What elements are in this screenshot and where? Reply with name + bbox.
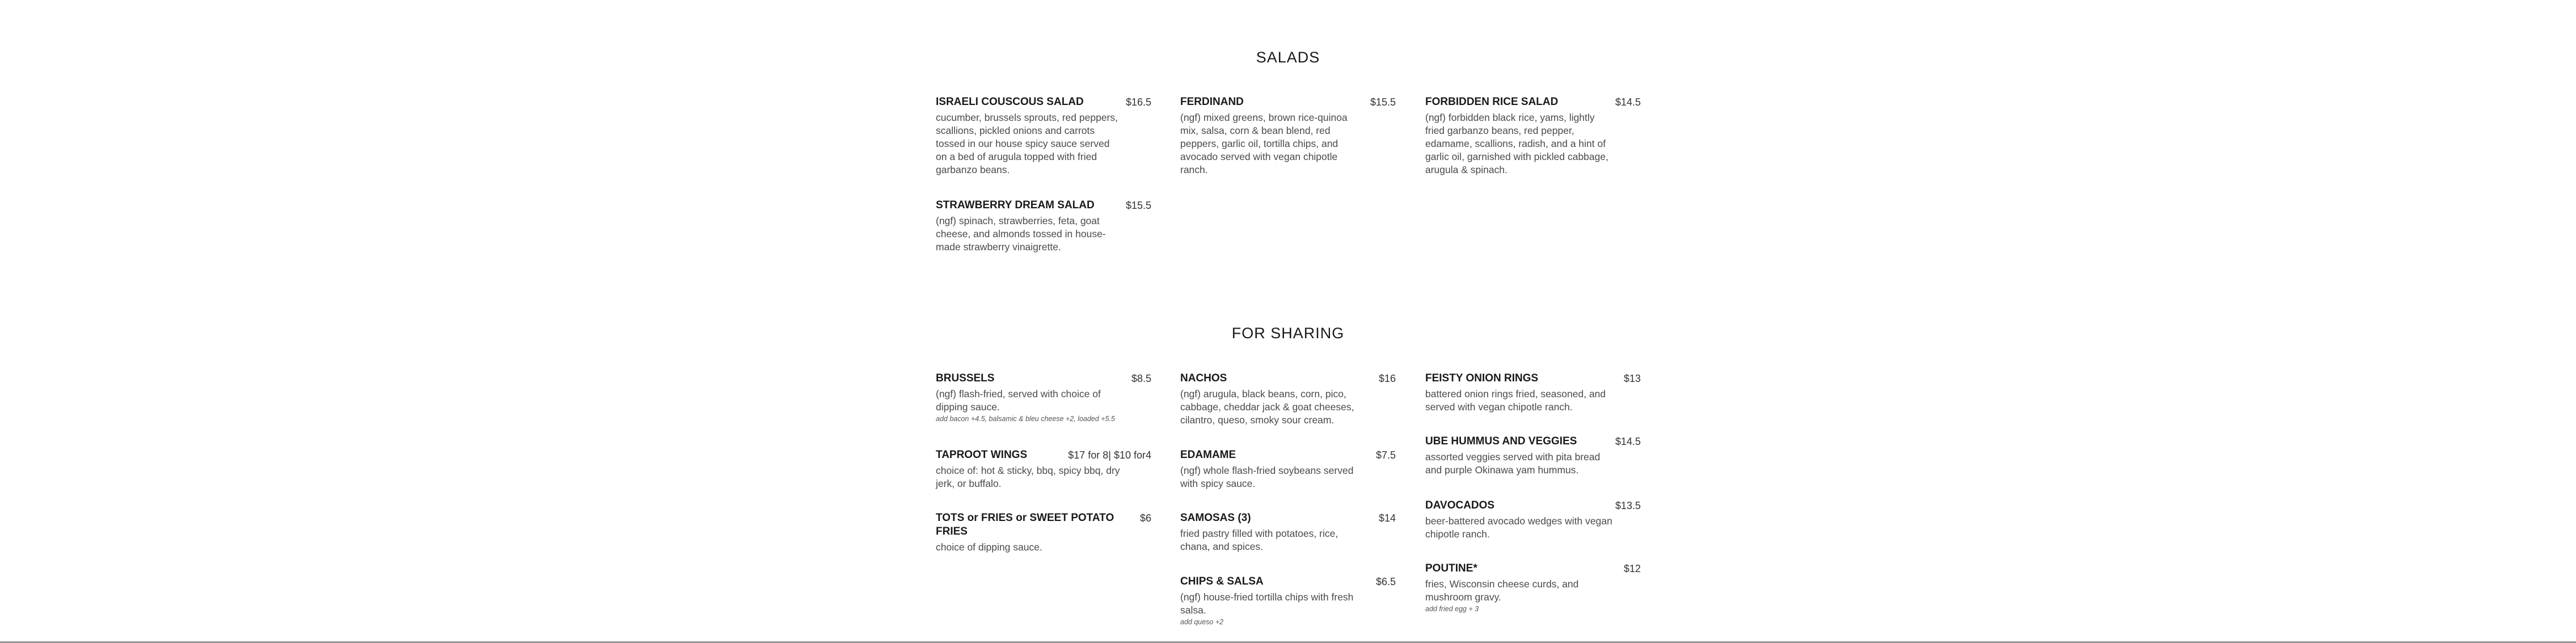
menu-item-ube-hummus [1425, 435, 1641, 477]
menu-item-israeli-couscous-salad [936, 95, 1151, 176]
item-name: BRUSSELS [936, 372, 995, 384]
item-description: fried pastry filled with potatoes, rice, chana, and spices. [1180, 528, 1338, 552]
item-name: TAPROOT WINGS [936, 449, 1028, 461]
menu-item-tots-fries [936, 511, 1151, 554]
item-price: $14.5 [1615, 436, 1641, 447]
item-price: $14.5 [1615, 96, 1641, 108]
menu-item-davocados [1425, 499, 1641, 541]
item-price: $7.5 [1375, 449, 1396, 461]
item-price: $6 [1139, 512, 1151, 524]
item-description: beer-battered avocado wedges with vegan chipotle ranch. [1425, 515, 1612, 540]
item-description: (ngf) flash-fried, served with choice of dipping sauce. [936, 388, 1101, 413]
menu-item-edamame [1180, 448, 1396, 490]
menu-item-poutine [1425, 562, 1641, 614]
section-title-for-sharing: FOR SHARING [1231, 325, 1345, 342]
item-description: fries, Wisconsin cheese curds, and mushroom gravy. [1425, 578, 1579, 603]
item-price: $12 [1623, 563, 1641, 574]
item-price: $15.5 [1370, 96, 1396, 108]
item-price: $14 [1378, 512, 1396, 524]
item-price: $15.5 [1125, 200, 1151, 211]
item-price: $17 for 8| $10 for4 [1068, 449, 1151, 461]
item-note: add fried egg + 3 [1425, 605, 1479, 613]
menu-item-forbidden-rice-salad [1425, 95, 1641, 176]
item-name: FERDINAND [1180, 96, 1244, 108]
item-description: choice of dipping sauce. [936, 541, 1042, 553]
item-description: (ngf) forbidden black rice, yams, lightly fried garbanzo beans, red pepper, edamame, scallions, radish, and a hint of garlic oil, garnished with pickled cabbage, arugula & spinach. [1425, 112, 1608, 175]
menu-item-ferdinand [1180, 95, 1396, 176]
item-note: add bacon +4.5, balsamic & bleu cheese +2, loaded +5.5 [936, 415, 1115, 423]
item-description: (ngf) arugula, black beans, corn, pico, cabbage, cheddar jack & goat cheeses, cilantro, queso, smoky sour cream. [1180, 388, 1354, 426]
menu-item-strawberry-dream-salad [936, 199, 1151, 254]
item-description: cucumber, brussels sprouts, red peppers, scallions, pickled onions and carrots tossed in our house spicy sauce served on a bed of arugula topped with fried garbanzo beans. [936, 112, 1118, 175]
section-title-salads: SALADS [1256, 49, 1320, 66]
menu-item-nachos [1180, 372, 1396, 427]
item-name: UBE HUMMUS AND VEGGIES [1425, 435, 1577, 447]
item-description: assorted veggies served with pita bread and purple Okinawa yam hummus. [1425, 451, 1601, 476]
menu-item-feisty-onion-rings [1425, 372, 1641, 414]
item-description: choice of: hot & sticky, bbq, spicy bbq, dry jerk, or buffalo. [936, 465, 1120, 489]
menu-item-samosas [1180, 511, 1396, 553]
menu-item-taproot-wings [936, 448, 1151, 490]
menu-item-brussels [936, 372, 1151, 424]
item-description: (ngf) spinach, strawberries, feta, goat cheese, and almonds tossed in house-made strawberry vinaigrette. [936, 215, 1106, 253]
item-name: ISRAELI COUSCOUS SALAD [936, 96, 1084, 108]
item-description: (ngf) mixed greens, brown rice-quinoa mix, salsa, corn & bean blend, red peppers, garlic oil, tortilla chips, and avocado served with vegan chipotle ranch. [1180, 112, 1348, 175]
item-name: STRAWBERRY DREAM SALAD [936, 199, 1095, 211]
item-price: $13.5 [1615, 500, 1641, 511]
item-note: add queso +2 [1180, 618, 1224, 626]
item-name: TOTS or FRIES or SWEET POTATO FRIES [936, 512, 1114, 537]
item-description: battered onion rings fried, seasoned, and served with vegan chipotle ranch. [1425, 388, 1606, 413]
item-name: NACHOS [1180, 372, 1227, 384]
item-name: FEISTY ONION RINGS [1425, 372, 1539, 384]
item-name: POUTINE* [1425, 562, 1477, 574]
item-price: $6.5 [1375, 576, 1396, 587]
item-price: $16 [1378, 373, 1396, 384]
item-price: $13 [1623, 373, 1641, 384]
menu-item-chips-salsa [1180, 575, 1396, 627]
item-description: (ngf) whole flash-fried soybeans served with spicy sauce. [1180, 465, 1354, 489]
item-name: SAMOSAS (3) [1180, 512, 1251, 524]
item-name: FORBIDDEN RICE SALAD [1425, 96, 1559, 108]
item-name: DAVOCADOS [1425, 499, 1495, 511]
item-price: $8.5 [1131, 373, 1151, 384]
item-description: (ngf) house-fried tortilla chips with fresh salsa. [1180, 591, 1354, 616]
item-name: EDAMAME [1180, 449, 1236, 461]
item-price: $16.5 [1125, 96, 1151, 108]
item-name: CHIPS & SALSA [1180, 575, 1264, 587]
